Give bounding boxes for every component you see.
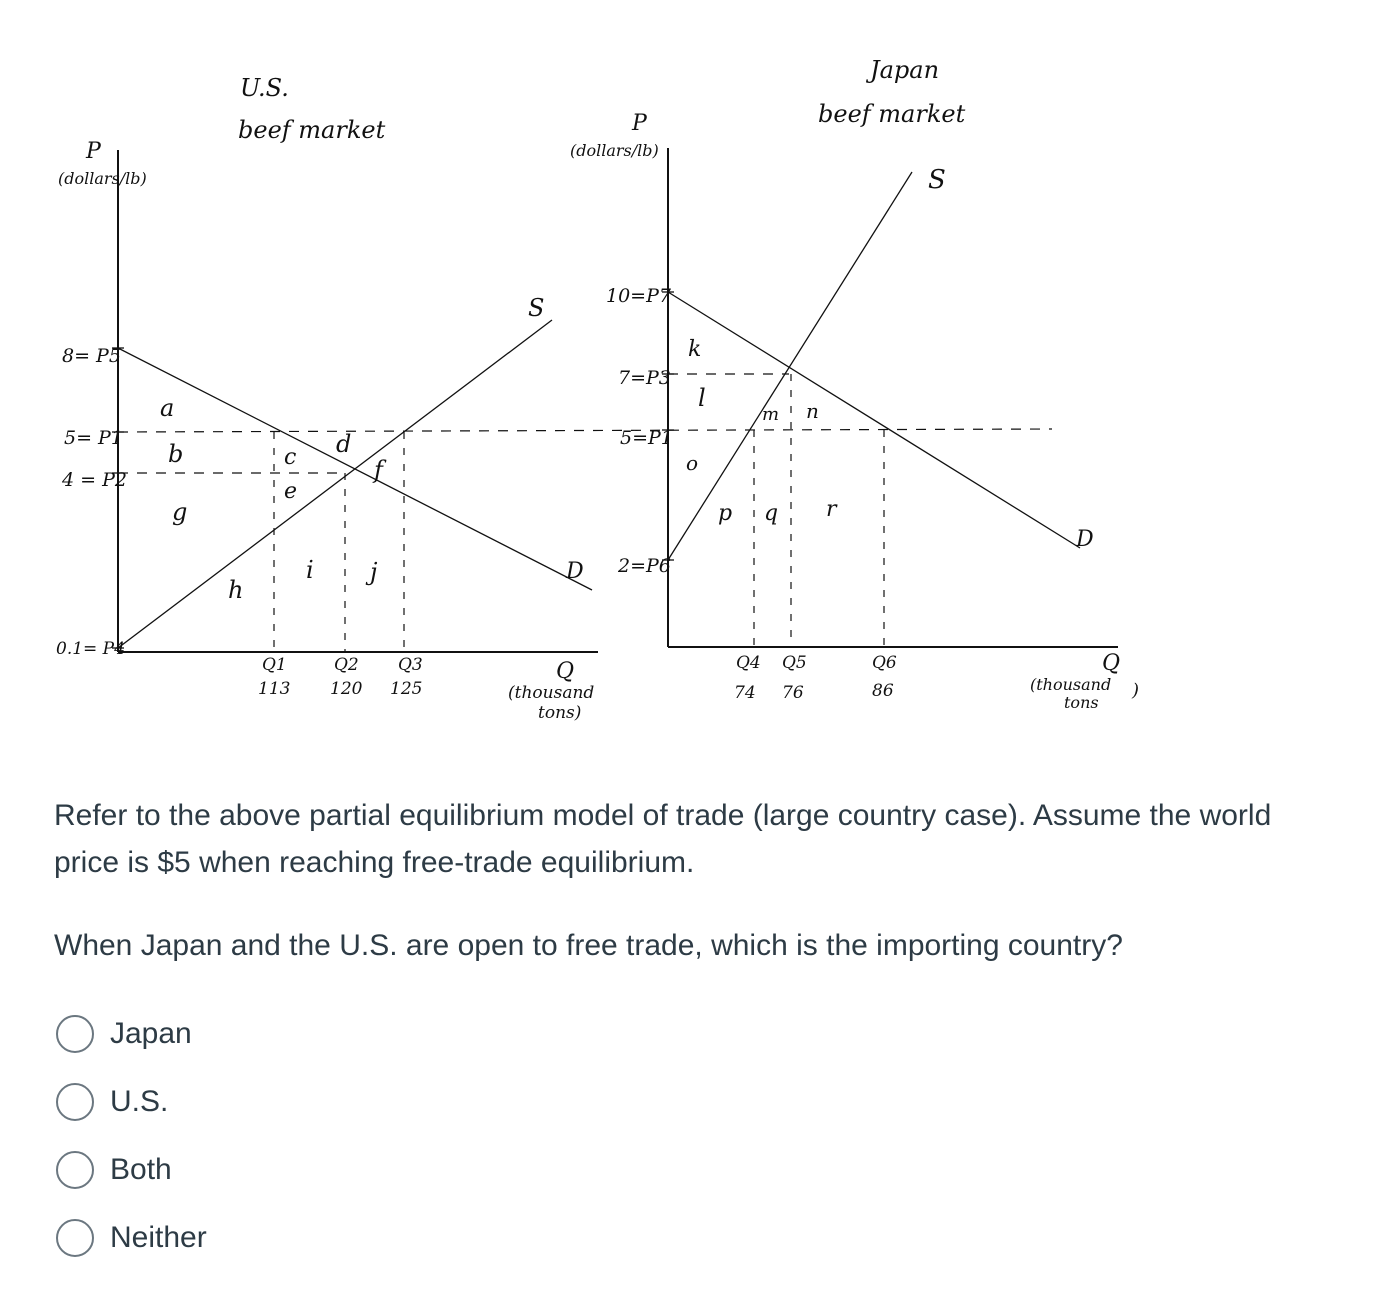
area-label-m: m [762,404,780,425]
answer-options [56,1010,207,1282]
japan-price-label: 5=P1 [620,427,673,449]
area-label-b: b [168,440,184,468]
area-label-r: r [826,497,837,522]
japan-price-label: 10=P7 [606,285,671,307]
japan-quantity-value: 86 [872,681,894,701]
area-label-q: q [764,501,779,526]
area-label-d: d [336,430,352,458]
japan-p-axis-symbol: P [632,111,647,136]
question-context: Refer to the above partial equilibrium model of trade (large country case). Assume the world price is $5 when reaching free-trade equilibrium. [54,799,1272,879]
us-price-label: 8= P5 [62,345,121,367]
area-label-k: k [688,337,702,362]
japan-price-label: 2=P6 [618,555,671,577]
japan-title-line2: beef market [818,100,966,128]
us-supply-label: S [528,294,545,322]
us-price-label: 5= P1 [64,427,123,449]
us-title-line1: U.S. [240,74,289,102]
japan-quantity-value: 74 [734,683,756,703]
japan-quantity-symbol: Q4 [736,653,761,673]
question-prompt: When Japan and the U.S. are open to free trade, which is the importing country? [54,929,1123,962]
us-quantity-symbol: Q2 [334,655,359,675]
japan-supply-label: S [928,165,946,195]
us-title-line2: beef market [238,116,386,144]
japan-q-axis-unit: tons [1064,693,1099,712]
us-q-axis-symbol: Q [556,659,575,684]
us-p-axis-symbol: P [86,139,101,164]
japan-p-axis-unit: (dollars/lb) [570,141,659,160]
option-label: U.S. [110,1084,169,1118]
radio-button[interactable] [56,1219,94,1257]
us-supply-curve [118,320,552,648]
area-label-g: g [172,498,188,526]
world-price-line [118,429,1052,432]
option-label: Neither [110,1220,207,1254]
us-quantity-symbol: Q3 [398,655,423,675]
area-label-i: i [306,556,314,584]
area-label-l: l [698,384,706,412]
option-label: Japan [110,1016,192,1050]
svg-text:): ) [1132,680,1140,701]
option-label: Both [110,1152,172,1186]
japan-price-label: 7=P3 [618,367,671,389]
us-quantity-value: 120 [330,679,363,699]
area-label-p: p [718,501,733,526]
japan-demand-label: D [1076,527,1094,552]
japan-q-axis-symbol: Q [1102,651,1121,676]
us-price-label: 0.1= P4 [56,639,125,659]
us-quantity-value: 125 [390,679,423,699]
area-label-f: f [374,456,383,484]
us-market-panel [56,74,1052,723]
area-label-e: e [284,479,298,504]
japan-quantity-symbol: Q5 [782,653,807,673]
us-p-axis-unit: (dollars/lb) [58,169,147,188]
option-neither[interactable] [56,1214,207,1261]
area-label-h: h [228,576,244,604]
option-japan[interactable] [56,1010,207,1057]
radio-button[interactable] [56,1015,94,1053]
us-quantity-value: 113 [258,679,291,699]
area-label-o: o [686,451,699,475]
option-both[interactable] [56,1146,207,1193]
option-us[interactable] [56,1078,207,1125]
area-label-n: n [806,399,819,423]
area-label-a: a [160,394,175,422]
us-demand-curve [118,348,592,590]
japan-quantity-symbol: Q6 [872,653,897,673]
japan-quantity-value: 76 [782,683,804,703]
area-label-c: c [284,445,297,470]
radio-button[interactable] [56,1083,94,1121]
radio-button[interactable] [56,1151,94,1189]
us-q-axis-unit: (thousand [508,683,595,703]
japan-supply-curve [668,172,912,560]
us-q-axis-unit: tons) [538,703,582,723]
us-quantity-symbol: Q1 [262,655,287,675]
japan-q-axis-unit: (thousand [1030,675,1112,694]
us-demand-label: D [566,559,584,584]
japan-market-panel [570,56,1139,712]
japan-title-line1: Japan [870,56,940,84]
area-label-j: j [370,558,378,586]
us-price-label: 4 = P2 [62,469,127,491]
